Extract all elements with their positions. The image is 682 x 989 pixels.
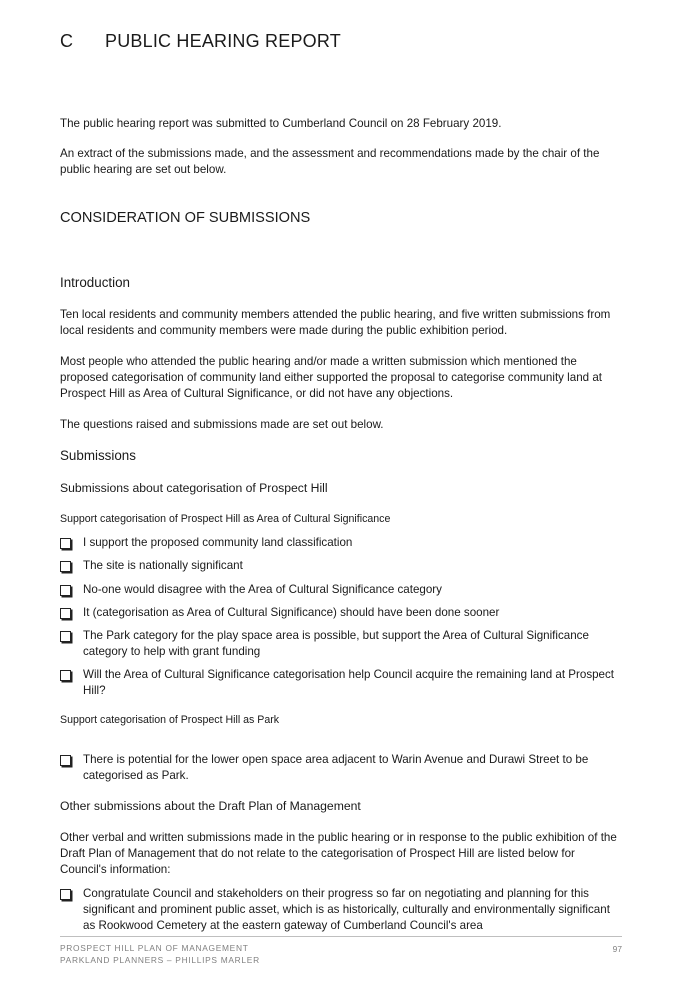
list-item: [60, 582, 622, 598]
list-item-text: Will the Area of Cultural Significance categorisation help Council acquire the remaining land at Prospect Hill?: [83, 668, 615, 697]
checkbox-bullet-icon: [60, 631, 71, 642]
list-item: [60, 628, 622, 660]
list-item-text: It (categorisation as Area of Cultural Significance) should have been done sooner: [83, 606, 500, 619]
page-number: 97: [612, 944, 622, 954]
checkbox-bullet-icon: [60, 670, 71, 681]
list-item: [60, 535, 622, 551]
checkbox-bullet-icon: [60, 538, 71, 549]
list-item-text: There is potential for the lower open space area adjacent to Warin Avenue and Durawi Street to be categorised as Park.: [83, 753, 589, 782]
checkbox-bullet-icon: [60, 561, 71, 572]
checkbox-bullet-icon: [60, 755, 71, 766]
section-letter: C: [60, 31, 73, 51]
cultural-significance-heading: Support categorisation of Prospect Hill as Area of Cultural Significance: [60, 513, 391, 525]
list-item: [60, 558, 622, 574]
introduction-paragraph-1: Ten local residents and community members attended the public hearing, and five written submissions from local residents and community members were made during the public exhibition period.: [60, 308, 611, 337]
intro-paragraph-2: An extract of the submissions made, and the assessment and recommendations made by the chair of the public hearing are set out below.: [60, 147, 600, 176]
submissions-heading: Submissions: [60, 448, 136, 463]
categorisation-heading: Submissions about categorisation of Prospect Hill: [60, 481, 328, 495]
footer-author: PARKLAND PLANNERS – PHILLIPS MARLER: [60, 955, 260, 965]
list-item: [60, 886, 622, 934]
list-item-text: The Park category for the play space area is possible, but support the Area of Cultural Significance category to help with grant funding: [83, 629, 589, 658]
checkbox-bullet-icon: [60, 608, 71, 619]
list-item-text: The site is nationally significant: [83, 559, 243, 572]
park-heading: Support categorisation of Prospect Hill as Park: [60, 714, 280, 726]
checkbox-bullet-icon: [60, 889, 71, 900]
other-submissions-paragraph: Other verbal and written submissions made in the public hearing or in response to the public exhibition of the Draft Plan of Management that do not relate to the categorisation of Prospect Hill are listed below for Council's information:: [60, 831, 617, 876]
checkbox-bullet-icon: [60, 585, 71, 596]
list-item: [60, 667, 622, 699]
introduction-heading: Introduction: [60, 275, 130, 290]
list-item: [60, 752, 622, 784]
consideration-heading: CONSIDERATION OF SUBMISSIONS: [60, 210, 311, 226]
list-item-text: I support the proposed community land classification: [83, 536, 353, 549]
other-submissions-heading: Other submissions about the Draft Plan of Management: [60, 799, 361, 813]
footer-plan-title: PROSPECT HILL PLAN OF MANAGEMENT: [60, 943, 249, 953]
introduction-paragraph-2: Most people who attended the public hearing and/or made a written submission which mentioned the proposed categorisation of community land either supported the proposal to categorise community land at Prospect Hill as Area of Cultural Significance, or did not have any objections.: [60, 355, 602, 400]
introduction-paragraph-3: The questions raised and submissions made are set out below.: [60, 418, 384, 431]
list-item: [60, 605, 622, 621]
list-item-text: No-one would disagree with the Area of Cultural Significance category: [83, 583, 442, 596]
list-item-text: Congratulate Council and stakeholders on their progress so far on negotiating and planning for this significant and prominent public asset, which is as historically, culturally and environmentally significant as Rookwood Cemetery at the eastern gateway of Cumberland Council's area: [83, 887, 610, 932]
page-title: PUBLIC HEARING REPORT: [105, 31, 341, 51]
intro-paragraph-1: The public hearing report was submitted to Cumberland Council on 28 February 2019.: [60, 117, 502, 130]
footer-divider: [60, 936, 622, 937]
